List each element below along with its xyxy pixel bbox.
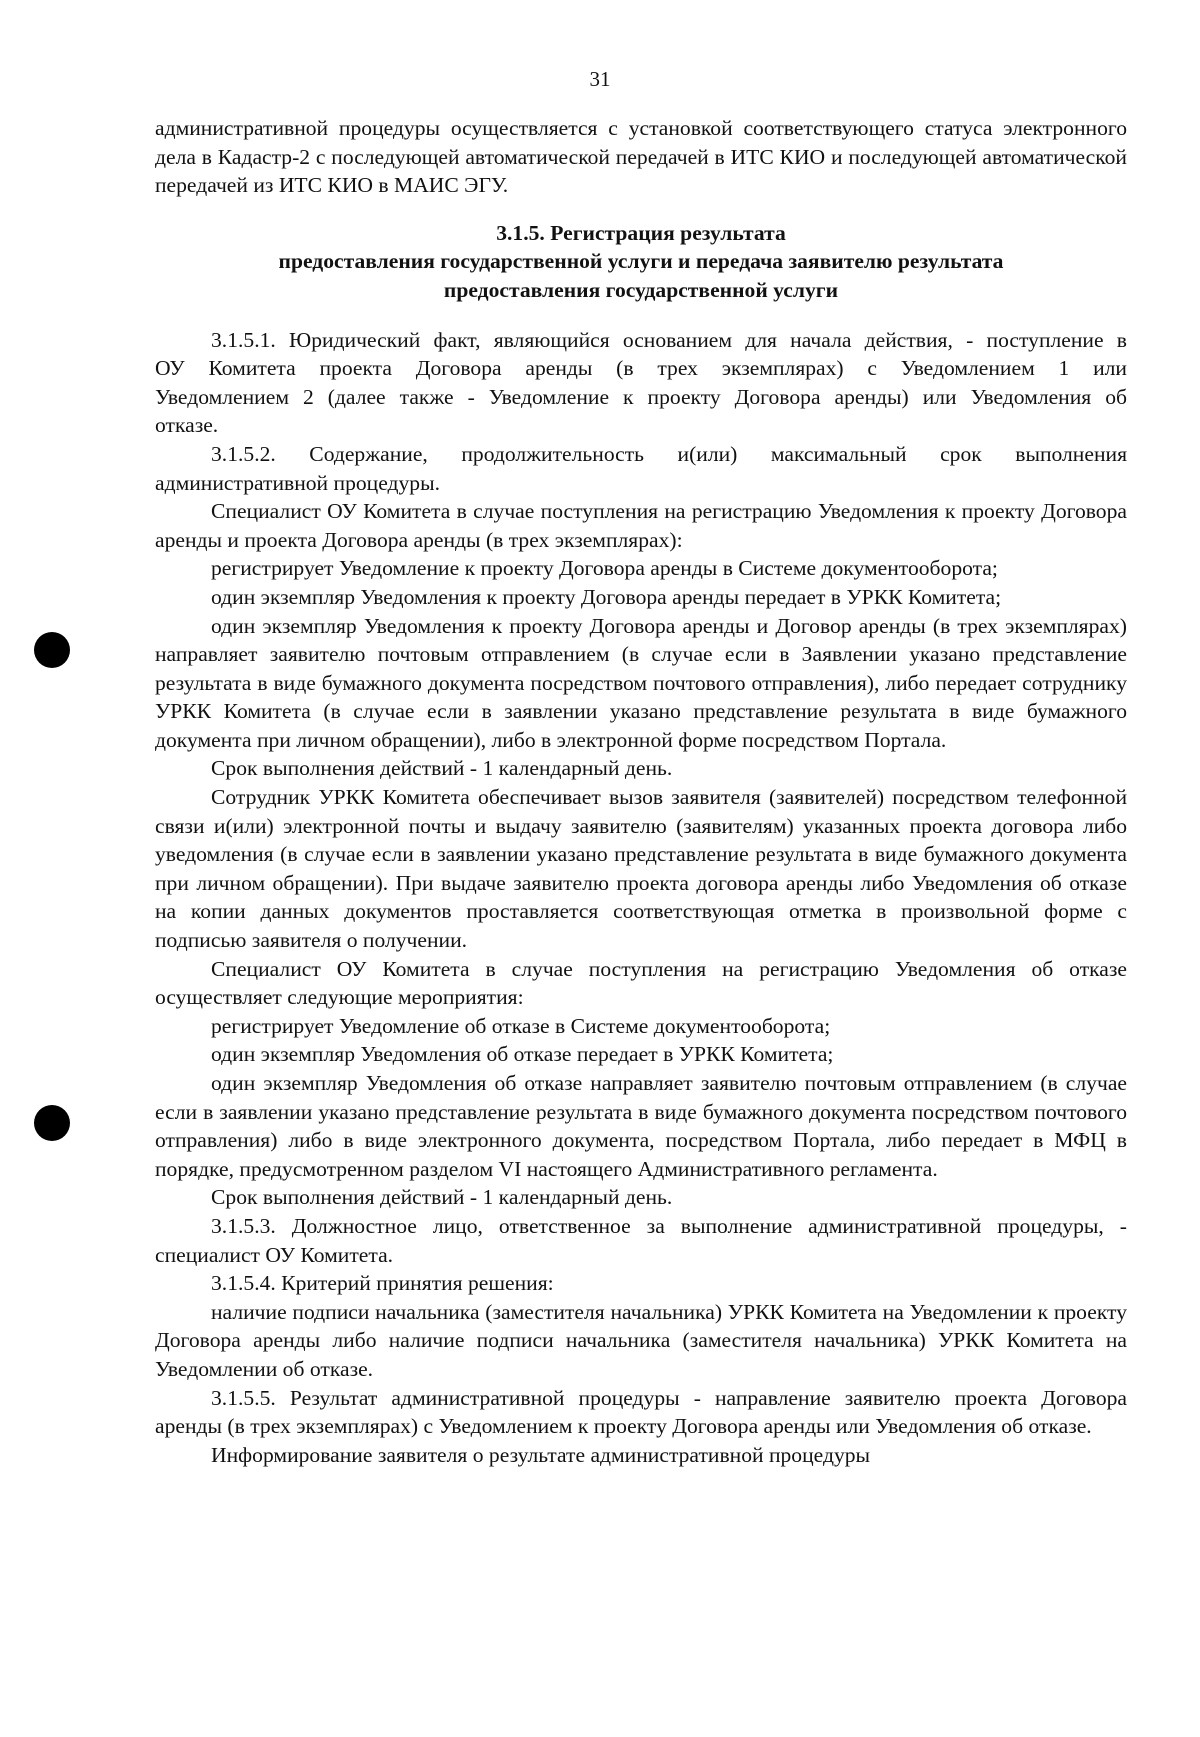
paragraph: Информирование заявителя о результате административной процедуры: [211, 1442, 871, 1467]
list-item: один экземпляр Уведомления к проекту Договора аренды и Договор аренды (в трех экземплярах) направляет заявителю почтовым отправлением (в случае если в Заявлении указано представление результата в виде бумажного документа посредством почтового отправления), либо передает сотруднику УРКК Комитета (в случае если в заявлении указано представление результата в виде бумажного документа при личном обращении), либо в электронной форме посредством Портала.: [155, 613, 1127, 752]
punch-hole-bottom: [34, 1105, 70, 1141]
paragraph: Сотрудник УРКК Комитета обеспечивает вызов заявителя (заявителей) посредством телефонной связи и(или) электронной почты и выдачу заявителю (заявителям) указанных проекта договора либо уведомления (в случае если в заявлении указано представление результата в виде бумажного документа при личном обращении). При выдаче заявителю проекта договора аренды либо Уведомления об отказе на копии данных документов проставляется соответствующая отметка в произвольной форме с подписью заявителя о получении.: [155, 785, 1127, 953]
paragraph: Срок выполнения действий - 1 календарный день.: [211, 756, 673, 781]
paragraph: Срок выполнения действий - 1 календарный день.: [211, 1185, 673, 1210]
list-item: один экземпляр Уведомления об отказе передает в УРКК Комитета;: [211, 1042, 834, 1067]
list-item: один экземпляр Уведомления к проекту Договора аренды передает в УРКК Комитета;: [211, 584, 1002, 609]
heading-line: предоставления государственной услуги: [443, 277, 839, 302]
list-item: один экземпляр Уведомления об отказе направляет заявителю почтовым отправлением (в случае если в заявлении указано представление результата в виде бумажного документа посредством почтового отправления) либо в виде электронного документа, посредством Портала, либо передает в МФЦ в порядке, предусмотренном разделом VI настоящего Административного регламента.: [155, 1071, 1127, 1181]
paragraph: Специалист ОУ Комитета в случае поступления на регистрацию Уведомления об отказе осуществляет следующие мероприятия:: [155, 956, 1127, 1010]
paragraph-3-1-5-2: 3.1.5.2. Содержание, продолжительность и(или) максимальный срок выполнения административной процедуры.: [155, 441, 1127, 495]
paragraph-3-1-5-4: 3.1.5.4. Критерий принятия решения:: [211, 1271, 554, 1296]
list-item: регистрирует Уведомление об отказе в Системе документооборота;: [211, 1013, 831, 1038]
punch-hole-top: [34, 632, 70, 668]
intro-paragraph: административной процедуры осуществляется с установкой соответствующего статуса электронного дела в Кадастр-2 с последующей автоматической передачей в ИТС КИО и последующей автоматической передачей из ИТС КИО в МАИС ЭГУ.: [155, 116, 1127, 198]
paragraph-3-1-5-5: 3.1.5.5. Результат административной процедуры - направление заявителю проекта Договора аренды (в трех экземплярах) с Уведомлением к проекту Договора аренды или Уведомления об отказе.: [155, 1385, 1127, 1439]
paragraph-3-1-5-3: 3.1.5.3. Должностное лицо, ответственное за выполнение административной процедуры, - специалист ОУ Комитета.: [155, 1213, 1127, 1267]
heading-line: 3.1.5. Регистрация результата: [496, 220, 786, 245]
section-heading: [155, 219, 1127, 305]
paragraph: Специалист ОУ Комитета в случае поступления на регистрацию Уведомления к проекту Договора аренды и проекта Договора аренды (в трех экземплярах):: [155, 499, 1127, 552]
paragraph-3-1-5-1: 3.1.5.1. Юридический факт, являющийся основанием для начала действия, - поступление в ОУ Комитета проекта Договора аренды (в трех экземплярах) с Уведомлением 1 или Уведомлением 2 (далее также - Уведомление к проекту Договора аренды) или Уведомления об отказе.: [155, 327, 1127, 438]
heading-line: предоставления государственной услуги и передача заявителю результата: [278, 249, 1004, 274]
page-number: 31: [589, 67, 611, 91]
paragraph: наличие подписи начальника (заместителя начальника) УРКК Комитета на Уведомлении к проекту Договора аренды либо наличие подписи начальника (заместителя начальника) УРКК Комитета на Уведомлении об отказе.: [155, 1299, 1127, 1381]
list-item: регистрирует Уведомление к проекту Договора аренды в Системе документооборота;: [211, 556, 998, 581]
document-body: [155, 114, 1127, 1469]
